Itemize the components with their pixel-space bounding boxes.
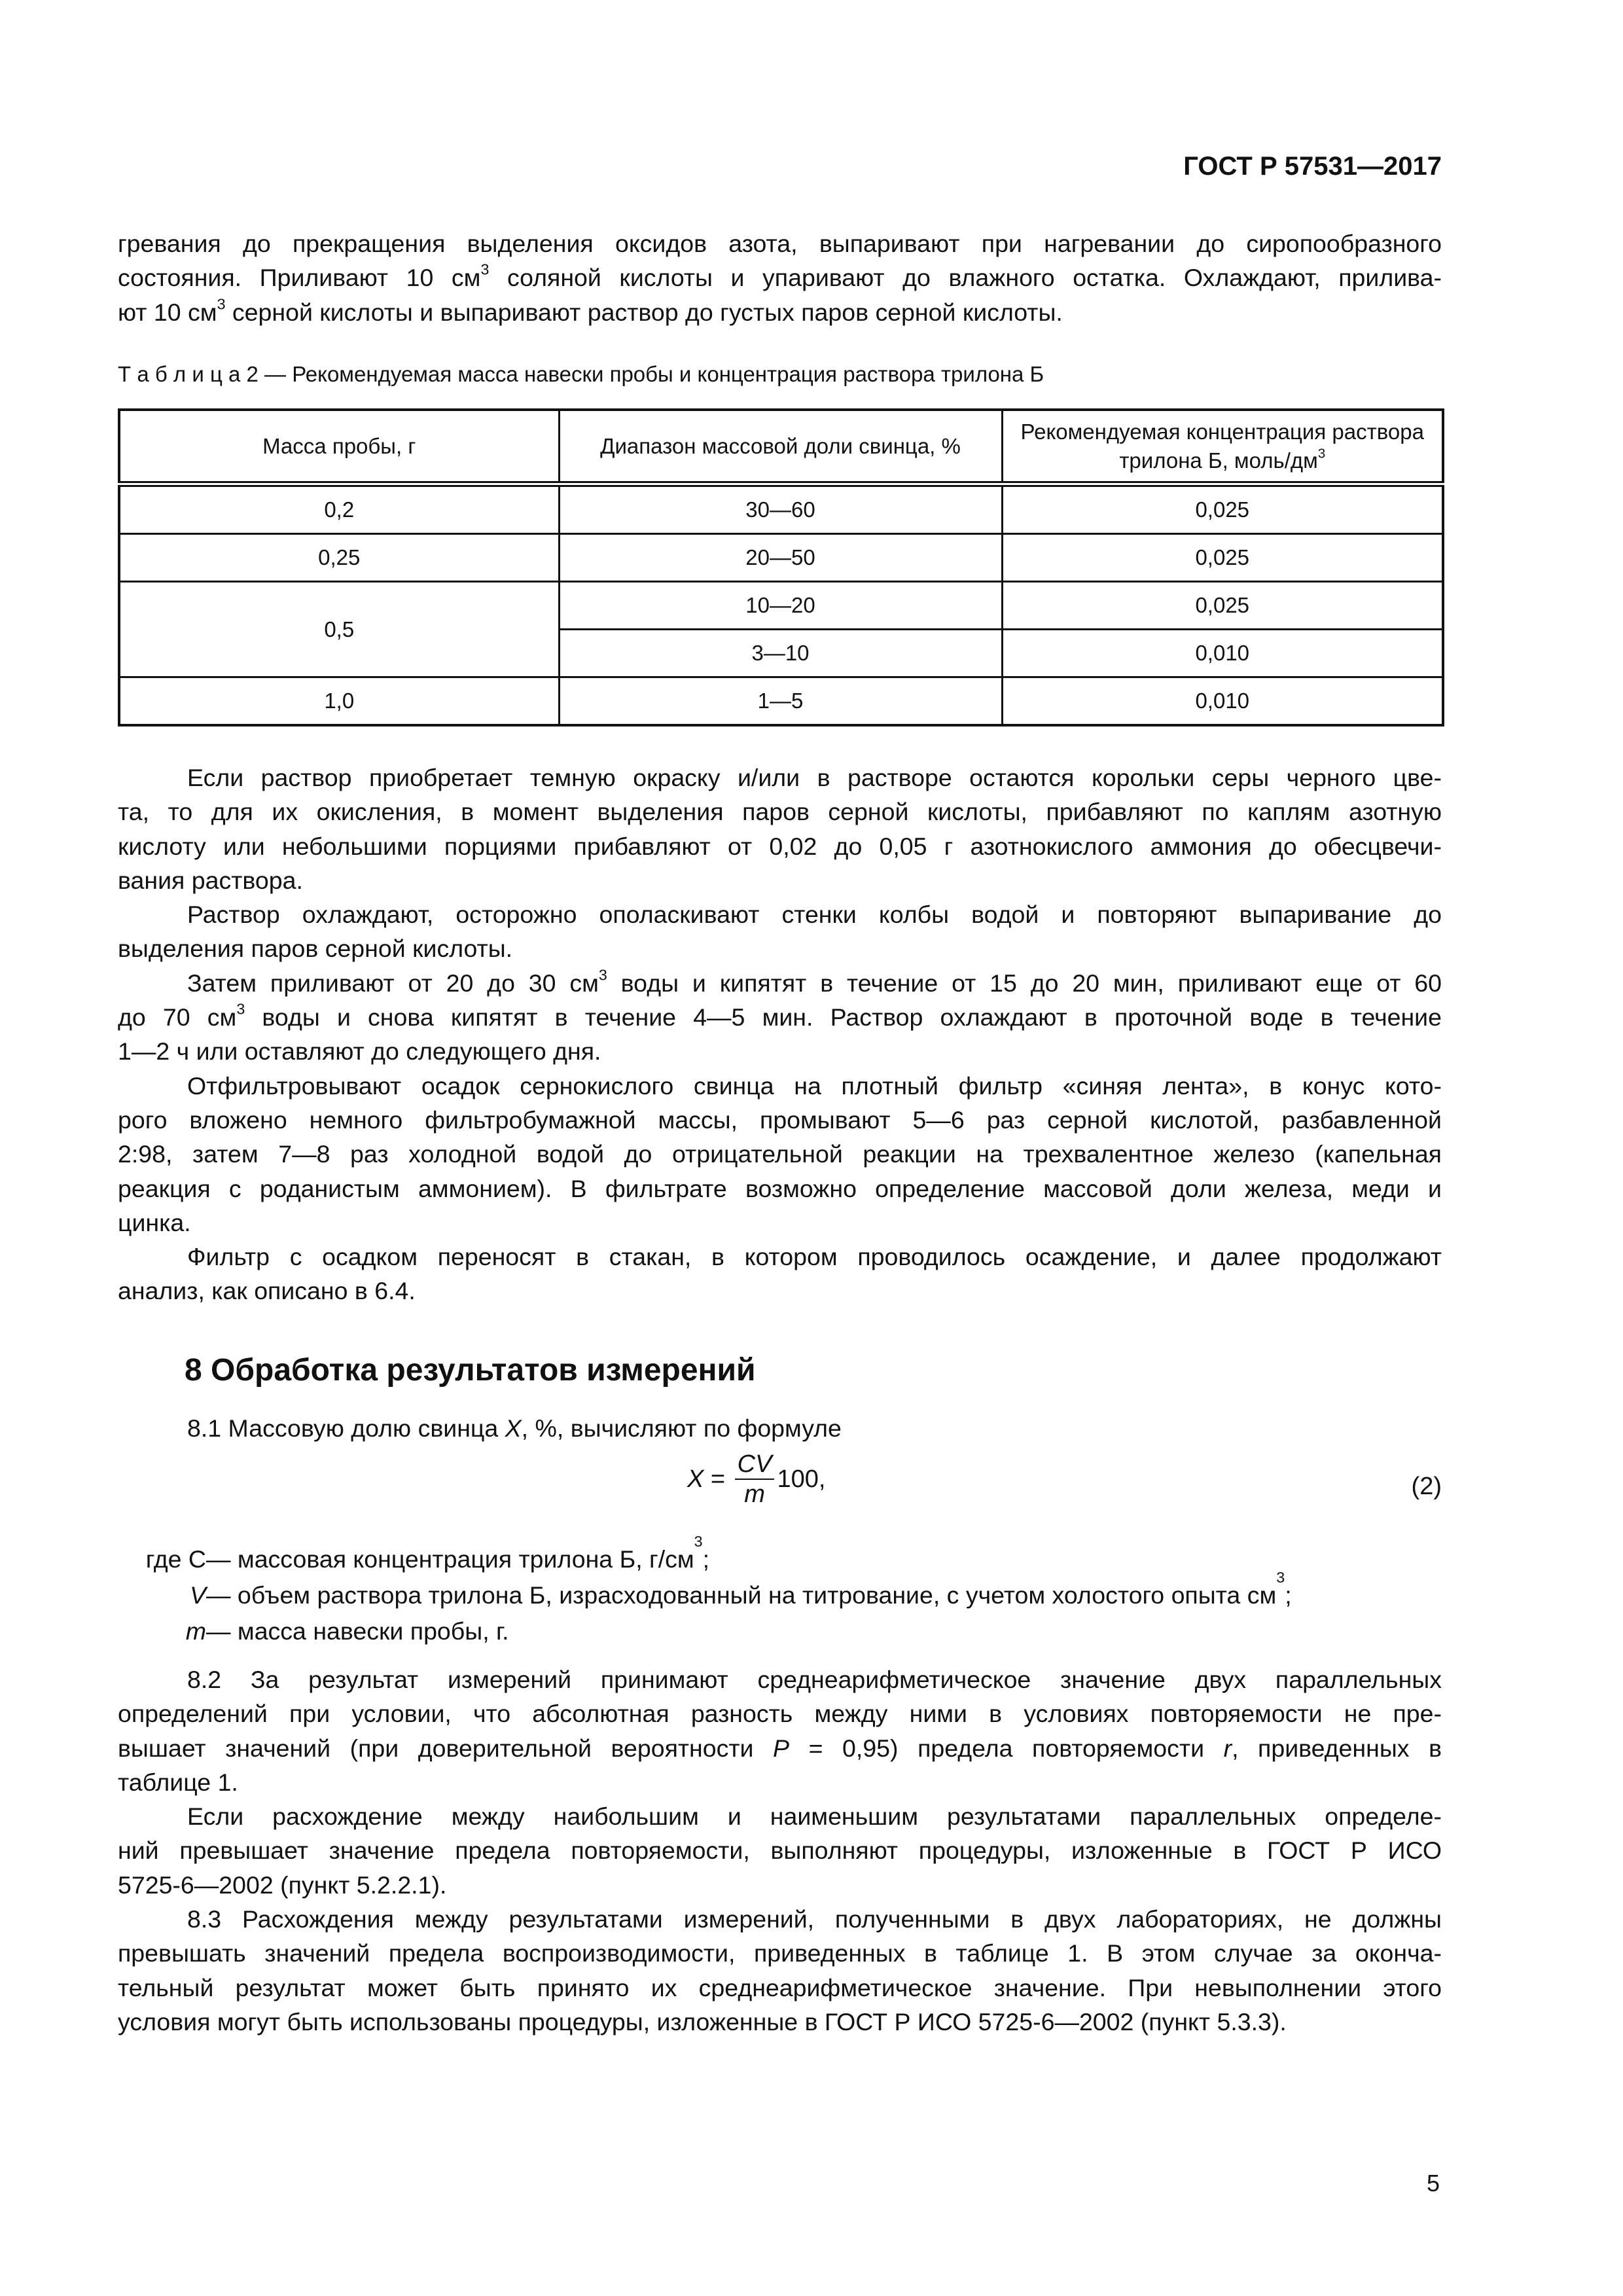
- text-line: [118, 1069, 1442, 1103]
- text-line: [118, 1731, 1442, 1765]
- text-run: ний превышает значение предела повторяемости, выполняют процедуры, изложенные в ГОСТ Р ИСО: [118, 1837, 1442, 1865]
- recommended-mass-table: [118, 408, 1444, 726]
- cell-mass: 0,25: [119, 534, 559, 582]
- text-run: условия могут быть использованы процедуры, изложенные в ГОСТ Р ИСО 5725-6—2002 (пункт 5.3.3).: [118, 2007, 1287, 2036]
- text-run: , %, вычисляют по формуле: [521, 1414, 842, 1442]
- text-line: [118, 931, 1442, 965]
- text-run: кислоту или небольшими порциями прибавляют от 0,02 до 0,05 г азотнокислого аммония до обесцвечи-: [118, 832, 1442, 860]
- text-run: = 0,95) предела повторяемости: [789, 1734, 1224, 1762]
- formula-fraction: [735, 1450, 775, 1509]
- cell-concentration: 0,025: [1002, 534, 1443, 582]
- text-run: состояния. Приливают 10 см: [118, 264, 481, 292]
- formula-denominator: m: [744, 1480, 765, 1508]
- italic-symbol: P: [773, 1734, 790, 1762]
- text-run: ют 10 см: [118, 298, 217, 326]
- variable-definitions: [118, 1533, 1292, 1649]
- text-line: [118, 1902, 1442, 1936]
- text-line: [118, 295, 1442, 329]
- formula: [687, 1450, 825, 1509]
- text-line: [118, 1936, 1442, 1970]
- text-run: серной кислоты и выпаривают раствор до густых паров серной кислоты.: [225, 298, 1063, 326]
- text-line: [118, 260, 1442, 295]
- definition-tail: ;: [1285, 1581, 1292, 1609]
- text-line: [118, 1137, 1442, 1171]
- text-line: [118, 1662, 1442, 1696]
- superscript: 3: [217, 295, 226, 313]
- formula-numerator: CV: [735, 1450, 775, 1480]
- text-run: 8.2 За результат измерений принимают среднеарифметическое значение двух параллельных: [187, 1666, 1442, 1693]
- cell-concentration: 0,025: [1002, 484, 1443, 534]
- text-run: цинка.: [118, 1208, 191, 1236]
- text-line: [118, 1240, 1442, 1274]
- text-run: Если расхождение между наибольшим и наименьшим результатами параллельных определе-: [187, 1803, 1442, 1831]
- text-line: [118, 1799, 1442, 1833]
- text-run: воды и снова кипятят в течение 4—5 мин. Раствор охлаждают в проточной воде в течение: [245, 1003, 1442, 1031]
- text-run: 2:98, затем 7—8 раз холодной водой до отрицательной реакции на трехвалентное железо (капельная: [118, 1140, 1442, 1168]
- paragraph: [118, 1069, 1442, 1240]
- definition-m: [118, 1613, 1292, 1649]
- superscript: 3: [694, 1533, 703, 1550]
- formula-factor: 100,: [777, 1465, 826, 1493]
- definition-v: [118, 1569, 1292, 1613]
- cell-mass: 0,2: [119, 484, 559, 534]
- text-line: [118, 1411, 1442, 1445]
- text-run: Если раствор приобретает темную окраску и/или в растворе остаются корольки серы черного цве-: [187, 764, 1442, 791]
- equation-number: (2): [1411, 1473, 1442, 1500]
- definition-symbol: V: [189, 1581, 206, 1609]
- text-line: [118, 1833, 1442, 1867]
- cell-range: 1—5: [559, 677, 1002, 726]
- body-paragraphs-1: [118, 761, 1442, 1308]
- document-number-header: ГОСТ Р 57531—2017: [1183, 152, 1442, 181]
- page-number: 5: [1427, 2170, 1440, 2197]
- italic-symbol: r: [1223, 1734, 1232, 1762]
- text-line: [118, 863, 1442, 897]
- text-run: 1—2 ч или оставляют до следующего дня.: [118, 1037, 601, 1066]
- text-line: [118, 1206, 1442, 1240]
- text-run: 8.1 Массовую долю свинца: [187, 1414, 505, 1442]
- text-run: до 70 см: [118, 1003, 237, 1031]
- formula-lhs: X: [687, 1465, 704, 1493]
- superscript: 3: [598, 966, 607, 984]
- text-line: [118, 1103, 1442, 1137]
- table-row: [119, 582, 1443, 630]
- superscript: 3: [236, 1000, 245, 1018]
- paragraph: [118, 1902, 1442, 2039]
- table-caption: Т а б л и ц а 2 — Рекомендуемая масса навески пробы и концентрация раствора трилона Б: [118, 362, 1044, 386]
- definition-tail: ;: [702, 1545, 710, 1573]
- text-run: вания раствора.: [118, 866, 303, 894]
- definition-symbol: m: [185, 1617, 206, 1645]
- text-line: [118, 226, 1442, 260]
- cell-concentration: 0,010: [1002, 677, 1443, 726]
- text-run: 8.3 Расхождения между результатами измерений, полученными в двух лабораториях, не должны: [187, 1905, 1442, 1933]
- text-run: гревания до прекращения выделения оксидов азота, выпаривают при нагревании до сиропообразного: [118, 230, 1442, 257]
- definition-c: [118, 1533, 1292, 1577]
- paragraph: [118, 966, 1442, 1069]
- text-run: Затем приливают от 20 до 30 см: [187, 969, 599, 997]
- text-run: тельный результат может быть принято их среднеарифметическое значение. При невыполнении этого: [118, 1973, 1442, 2001]
- column-header-range: Диапазон массовой доли свинца, %: [559, 410, 1002, 484]
- cell-mass: 0,5: [119, 582, 559, 677]
- text-line: [118, 829, 1442, 863]
- text-run: та, то для их окисления, в момент выделения паров серной кислоты, прибавляют по каплям азотную: [118, 798, 1442, 826]
- text-run: соляной кислоты и упаривают до влажного остатка. Охлаждают, прилива-: [489, 264, 1442, 292]
- text-run: 5725-6—2002 (пункт 5.2.2.1).: [118, 1871, 447, 1899]
- text-run: таблице 1.: [118, 1768, 238, 1796]
- text-run: определений при условии, что абсолютная разность между ними в условиях повторяемости не пре-: [118, 1700, 1442, 1728]
- column-header-concentration-text: Рекомендуемая концентрация раствора трилона Б, моль/дм: [1020, 419, 1424, 473]
- text-run: воды и кипятят в течение от 15 до 20 мин, приливают еще от 60: [607, 969, 1442, 997]
- text-run: превышать значений предела воспроизводимости, приведенных в таблице 1. В этом случае за оконча-: [118, 1939, 1442, 1967]
- text-run: анализ, как описано в 6.4.: [118, 1277, 416, 1305]
- superscript: 3: [1276, 1569, 1285, 1586]
- paragraph: [118, 1799, 1442, 1902]
- text-line: [118, 1034, 1442, 1068]
- cell-range: 20—50: [559, 534, 1002, 582]
- cell-range: 30—60: [559, 484, 1002, 534]
- column-header-concentration: [1002, 410, 1443, 484]
- text-line: [118, 1172, 1442, 1206]
- intro-paragraph: [118, 226, 1442, 329]
- text-line: [118, 2005, 1442, 2039]
- text-run: Раствор охлаждают, осторожно ополаскивают стенки колбы водой и повторяют выпаривание до: [187, 901, 1442, 929]
- definition-text: — объем раствора трилона Б, израсходованный на титрование, с учетом холостого опыта см: [206, 1581, 1277, 1609]
- body-paragraphs-2: [118, 1662, 1442, 2039]
- definition-text: — масса навески пробы, г.: [206, 1617, 509, 1645]
- cell-range: 3—10: [559, 630, 1002, 677]
- superscript: 3: [1317, 446, 1326, 461]
- text-line: [118, 1765, 1442, 1799]
- text-run: рого вложено немного фильтробумажной массы, промывают 5—6 раз серной кислотой, разбавленной: [118, 1105, 1442, 1134]
- text-line: [118, 966, 1442, 1000]
- text-run: Фильтр с осадком переносят в стакан, в котором проводилось осаждение, и далее продолжают: [187, 1243, 1442, 1271]
- superscript: 3: [480, 260, 490, 278]
- cell-mass: 1,0: [119, 677, 559, 726]
- text-run: выделения паров серной кислоты.: [118, 935, 513, 963]
- text-line: [118, 761, 1442, 795]
- column-header-mass: Масса пробы, г: [119, 410, 559, 484]
- paragraph: [118, 1662, 1442, 1799]
- cell-concentration: 0,010: [1002, 630, 1443, 677]
- text-line: [118, 1274, 1442, 1308]
- text-line: [118, 1000, 1442, 1034]
- definition-text: — массовая концентрация трилона Б, г/см: [206, 1545, 694, 1573]
- text-run: Отфильтровывают осадок сернокислого свинца на плотный фильтр «синяя лента», в конус кото-: [187, 1071, 1442, 1100]
- cell-range: 10—20: [559, 582, 1002, 630]
- definition-symbol: где C: [145, 1545, 206, 1573]
- paragraph: [118, 1240, 1442, 1308]
- text-run: вышает значений (при доверительной вероятности: [118, 1734, 774, 1762]
- formula-equals: =: [704, 1465, 732, 1493]
- text-line: [118, 1971, 1442, 2005]
- table-row: [119, 484, 1443, 534]
- text-run: реакция с роданистым аммонием). В фильтрате возможно определение массовой доли железа, меди и: [118, 1174, 1442, 1202]
- cell-concentration: 0,025: [1002, 582, 1443, 630]
- text-line: [118, 897, 1442, 931]
- table-row: [119, 677, 1443, 726]
- text-run: , приведенных в: [1232, 1734, 1442, 1762]
- section-heading: 8 Обработка результатов измерений: [185, 1353, 756, 1388]
- table-row: [119, 534, 1443, 582]
- table-header-row: [119, 410, 1443, 484]
- italic-symbol: X: [505, 1414, 522, 1442]
- paragraph: [118, 761, 1442, 897]
- text-line: [118, 795, 1442, 829]
- paragraph: [118, 897, 1442, 966]
- text-line: [118, 1868, 1442, 1902]
- paragraph-8-1: [118, 1411, 1442, 1445]
- text-line: [118, 1696, 1442, 1731]
